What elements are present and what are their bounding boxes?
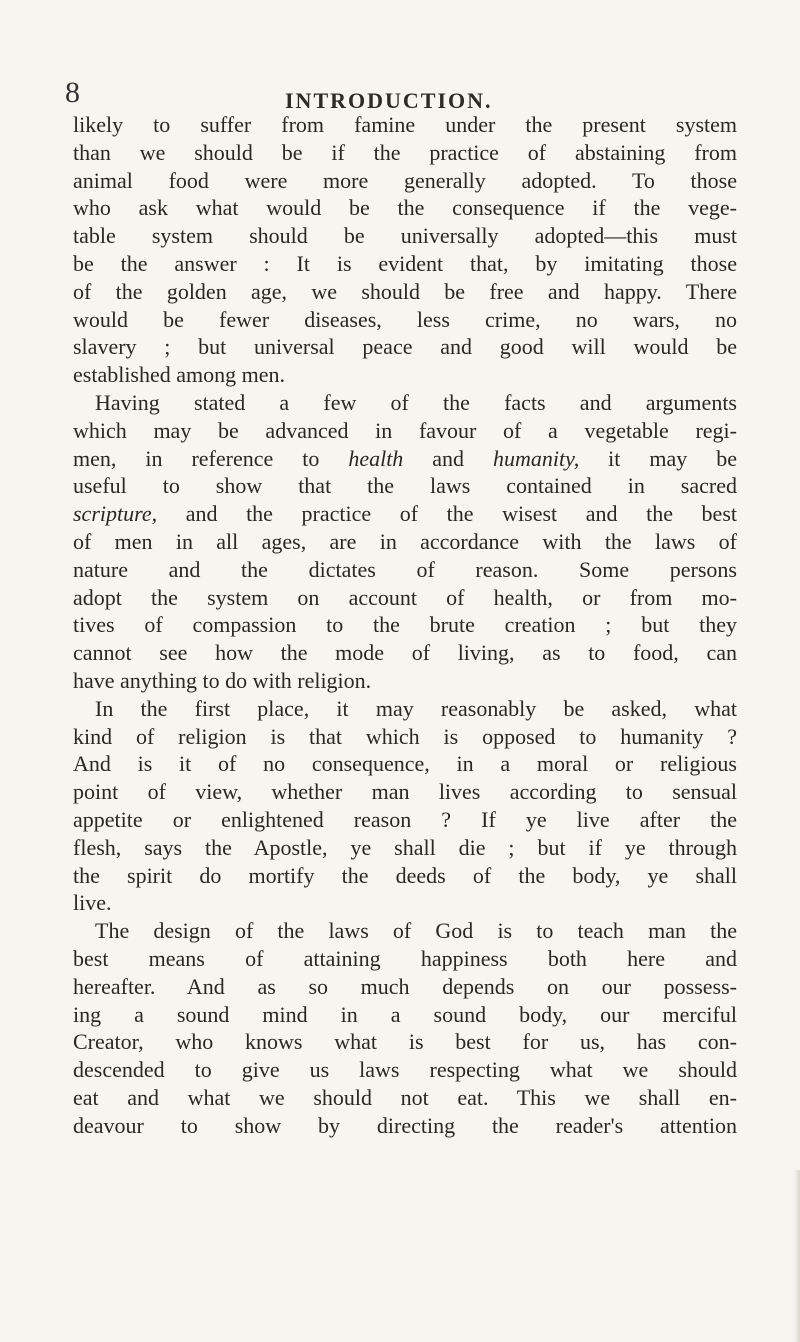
text-line: would be fewer diseases, less crime, no wars, no [73, 306, 737, 332]
emphasis-health: health [348, 445, 404, 471]
text-line: nature and the dictates of reason. Some persons [73, 556, 737, 582]
running-head: INTRODUCTION. [285, 88, 493, 113]
body-text [73, 111, 737, 1139]
page-number: 8 [65, 76, 80, 109]
text-line: be the answer : It is evident that, by imitating those [73, 250, 737, 276]
text-line: established among men. [73, 362, 286, 388]
text-line: cannot see how the mode of living, as to food, can [73, 640, 737, 666]
text-line: useful to show that the laws contained in sacred [73, 473, 737, 499]
text-line: slavery ; but universal peace and good will would be [73, 334, 737, 360]
text-line: live. [73, 890, 112, 916]
text-line: adopt the system on account of health, or from mo- [73, 584, 737, 610]
text-line: best means of attaining happiness both here and [73, 945, 737, 971]
emphasis-humanity: humanity, [493, 445, 580, 471]
text-line: likely to suffer from famine under the present system [73, 112, 737, 137]
text-line [73, 500, 737, 528]
text-line: In the first place, it may reasonably be asked, what [95, 695, 737, 721]
text-span: and [403, 445, 494, 471]
text-line: ing a sound mind in a sound body, our merciful [73, 1001, 737, 1027]
page-edge-shadow [794, 1170, 800, 1342]
text-line: of men in all ages, are in accordance with the laws of [73, 528, 737, 554]
text-line: Creator, who knows what is best for us, has con- [73, 1029, 737, 1055]
emphasis-scripture: scripture, [73, 501, 158, 527]
text-span: it may be [579, 445, 737, 471]
text-line [73, 445, 737, 473]
text-line: descended to give us laws respecting what we should [73, 1057, 737, 1083]
text-line: animal food were more generally adopted. To those [73, 167, 737, 193]
text-line: deavour to show by directing the reader's attention [73, 1112, 737, 1138]
text-span: and the practice of the wisest and the best [157, 501, 737, 527]
text-line: table system should be universally adopted—this must [73, 223, 737, 249]
text-line: tives of compassion to the brute creation ; but they [73, 612, 737, 638]
text-line: And is it of no consequence, in a moral or religious [73, 751, 737, 777]
text-line: flesh, says the Apostle, ye shall die ; but if ye through [73, 834, 737, 860]
text-line: have anything to do with religion. [73, 667, 372, 693]
text-line: point of view, whether man lives according to sensual [73, 779, 737, 805]
text-line: appetite or enlightened reason ? If ye live after the [73, 806, 737, 832]
text-span: men, in reference to [73, 445, 349, 471]
text-line: hereafter. And as so much depends on our possess- [73, 973, 737, 999]
text-line: of the golden age, we should be free and happy. There [73, 278, 737, 304]
text-line: Having stated a few of the facts and arguments [95, 389, 737, 415]
text-line: the spirit do mortify the deeds of the body, ye shall [73, 862, 737, 888]
text-line: than we should be if the practice of abstaining from [73, 139, 737, 165]
text-line: which may be advanced in favour of a vegetable regi- [73, 417, 737, 443]
text-line: The design of the laws of God is to teach man the [95, 918, 737, 944]
text-line: who ask what would be the consequence if the vege- [73, 195, 737, 221]
text-line: eat and what we should not eat. This we shall en- [73, 1084, 737, 1110]
text-line: kind of religion is that which is opposed to humanity ? [73, 723, 737, 749]
